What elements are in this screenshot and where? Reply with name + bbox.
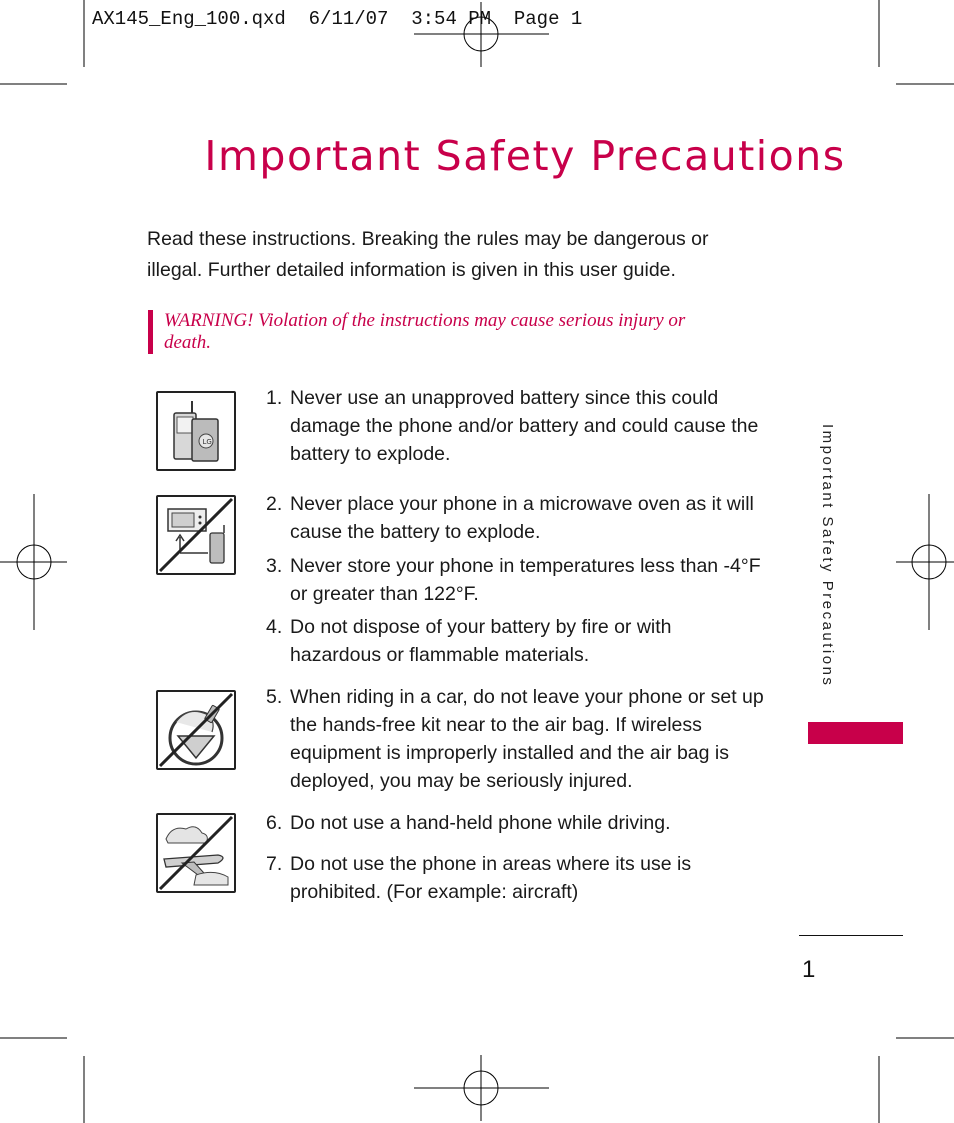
item-text: Do not dispose of your battery by fire or with hazardous or flammable materials.	[290, 616, 672, 666]
intro-line-1: Read these instructions. Breaking the rules may be dangerous or	[147, 228, 709, 250]
file-slug: AX145_Eng_100.qxd 6/11/07 3:54 PM Page 1	[92, 8, 583, 30]
no-aircraft-icon	[156, 813, 236, 893]
item-text: Never place your phone in a microwave oven as it will cause the battery to explode.	[290, 493, 754, 543]
item-number: 3.	[266, 555, 283, 577]
svg-text:LG: LG	[202, 438, 212, 446]
item-text: Do not use a hand-held phone while driving.	[290, 812, 671, 834]
footer-rule	[799, 935, 903, 936]
list-item	[266, 850, 766, 906]
side-tab-label: Important Safety Precautions	[819, 424, 836, 688]
battery-phone-icon	[156, 391, 236, 471]
intro-line-2: illegal. Further detailed information is given in this user guide.	[147, 259, 676, 281]
item-text: When riding in a car, do not leave your phone or set up the hands-free kit near to the air bag. If wireless equipment is improperly installed and the air bag is deployed, you may be seriously injured.	[290, 686, 764, 792]
list-item	[266, 552, 766, 608]
item-text: Never use an unapproved battery since this could damage the phone and/or battery and could cause the battery to explode.	[290, 387, 759, 465]
page-number: 1	[802, 956, 816, 983]
side-tab-marker	[808, 722, 903, 744]
warning-line-2: death.	[164, 332, 211, 353]
list-item	[266, 384, 766, 468]
item-text: Do not use the phone in areas where its use is prohibited. (For example: aircraft)	[290, 853, 692, 903]
item-number: 7.	[266, 853, 283, 875]
item-text: Never store your phone in temperatures less than -4°F or greater than 122°F.	[290, 555, 761, 605]
item-number: 6.	[266, 812, 283, 834]
page-title: Important Safety Precautions	[204, 132, 846, 180]
list-item	[266, 490, 766, 546]
warning-line-1: WARNING! Violation of the instructions may cause serious injury or	[164, 310, 686, 331]
item-number: 5.	[266, 686, 283, 708]
item-number: 1.	[266, 387, 283, 409]
warning-callout	[148, 310, 764, 354]
no-airbag-icon	[156, 690, 236, 770]
item-number: 2.	[266, 493, 283, 515]
intro-paragraph	[147, 224, 757, 286]
list-item	[266, 683, 766, 795]
item-number: 4.	[266, 616, 283, 638]
no-microwave-icon	[156, 495, 236, 575]
list-item	[266, 613, 766, 669]
list-item	[266, 809, 766, 837]
